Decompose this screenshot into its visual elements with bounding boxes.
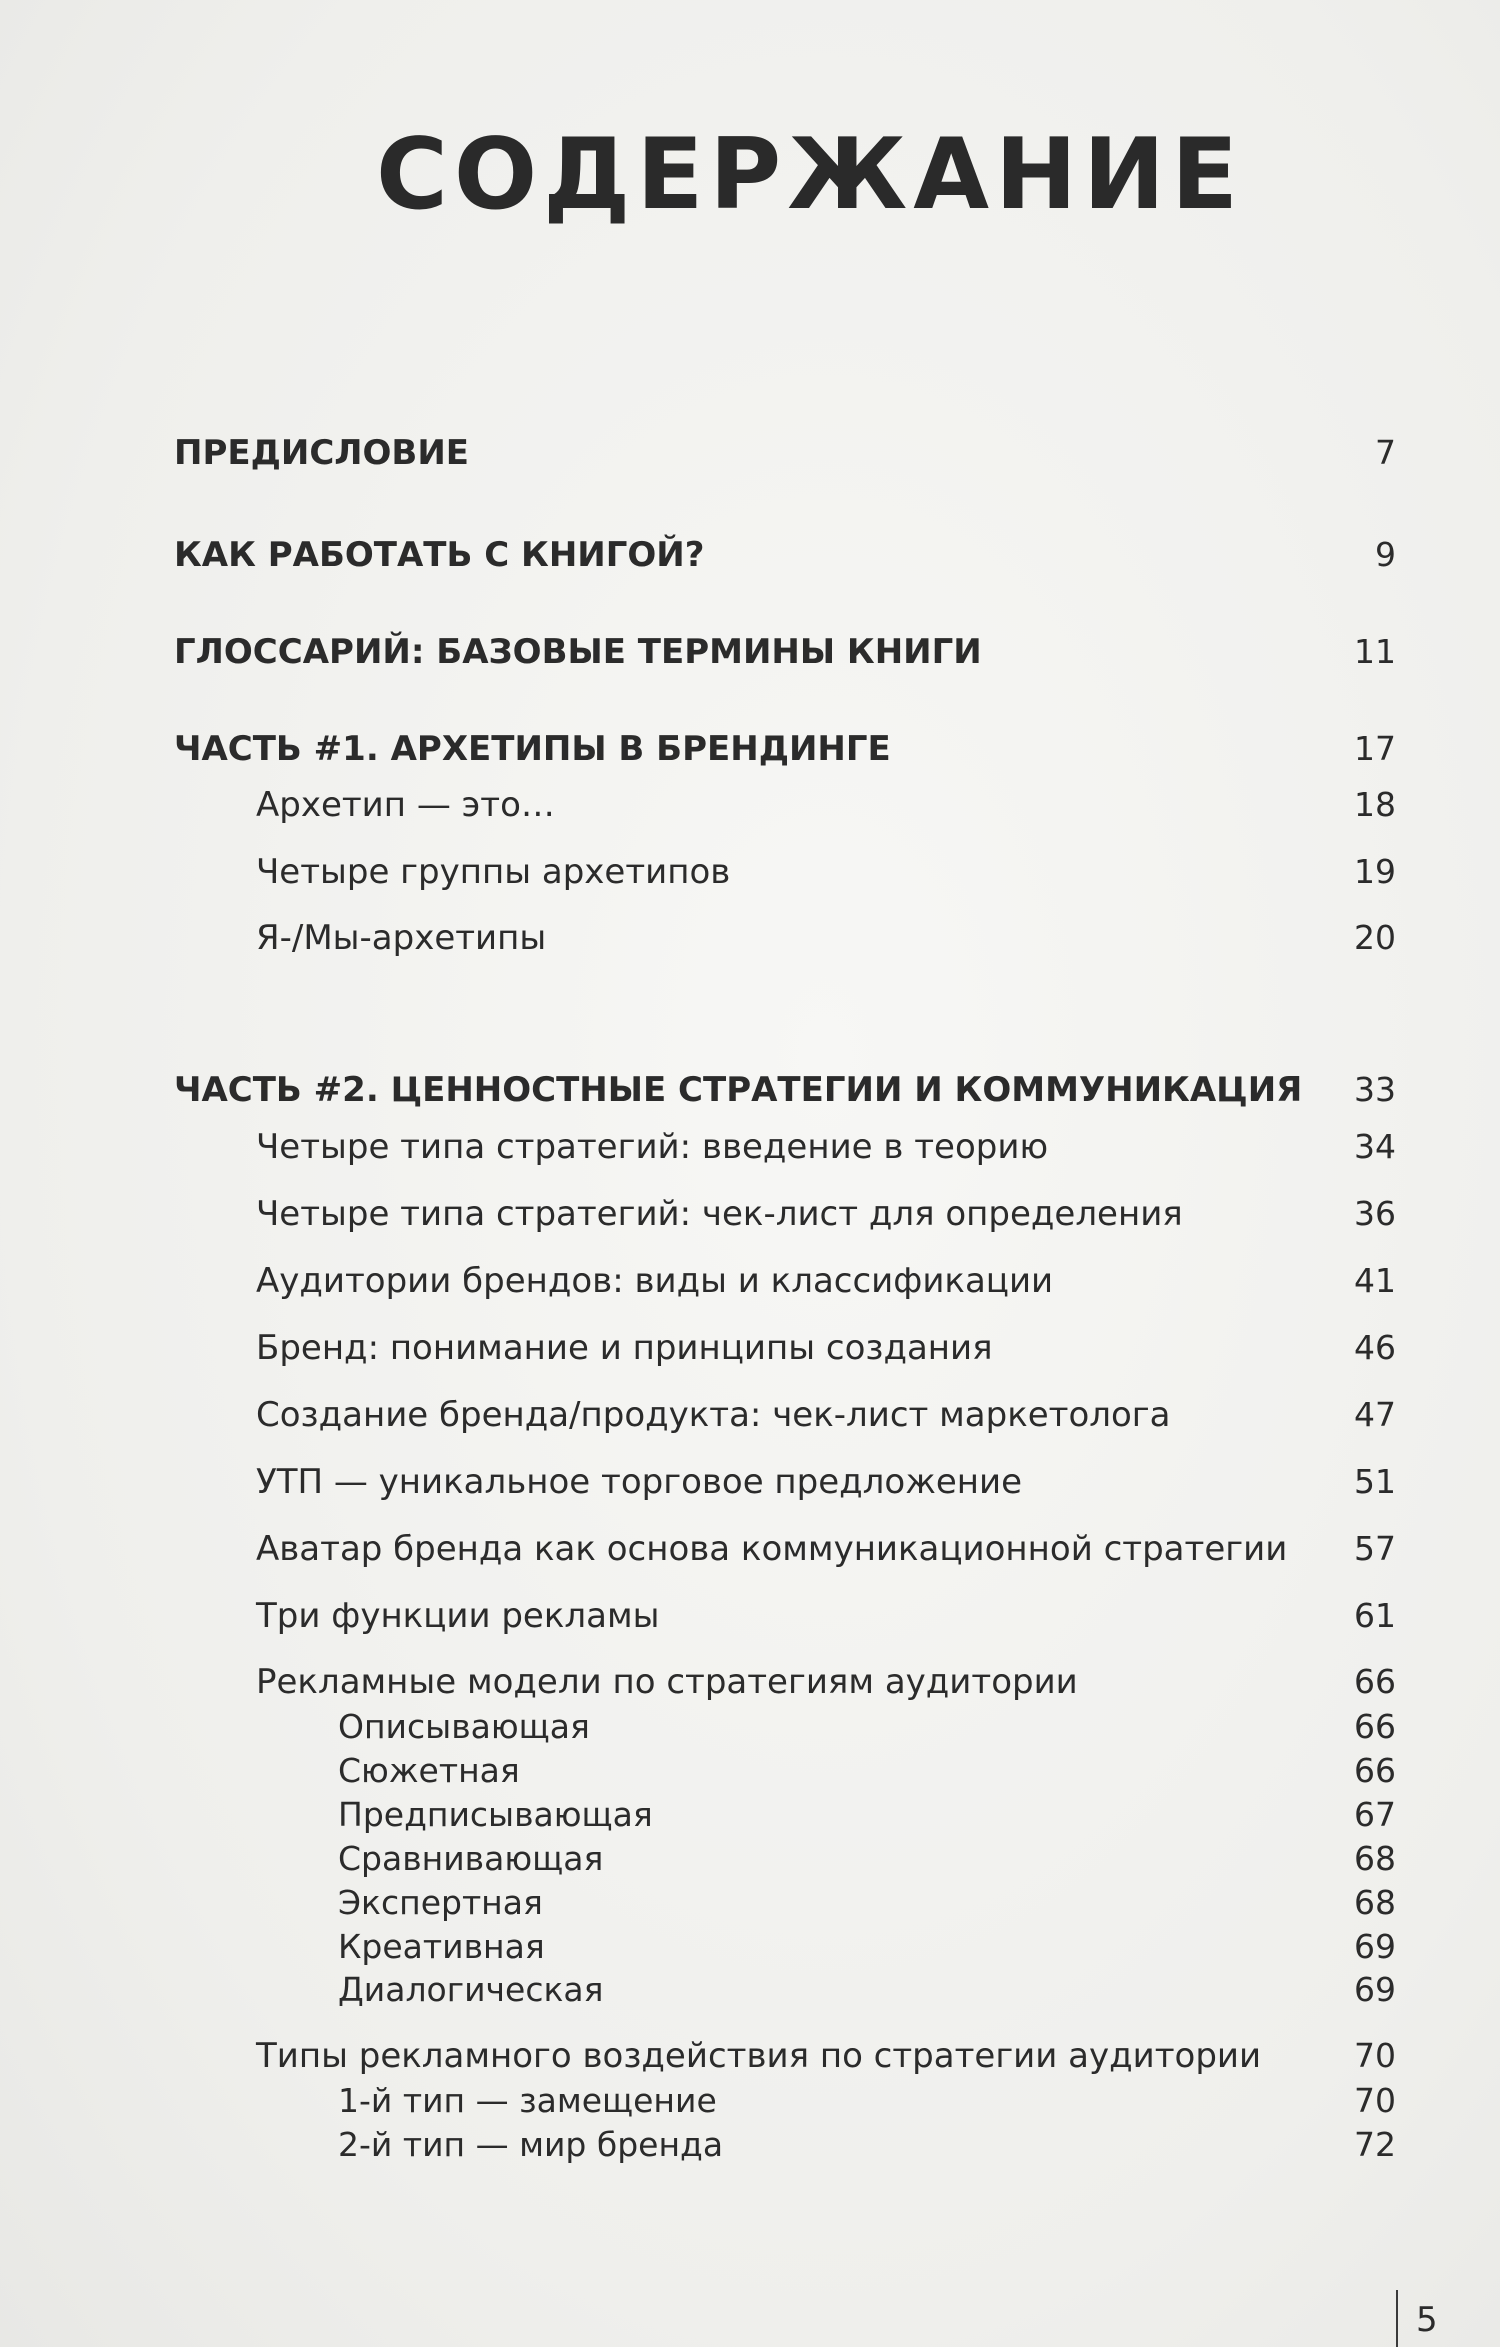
toc-entry [0,785,1500,835]
toc-entry-label: Бренд: понимание и принципы создания [256,1328,993,1368]
toc-entry-label: Аватар бренда как основа коммуникационной стратегии [256,1529,1288,1569]
toc-entry-page: 68 [1354,1883,1396,1922]
toc-entry-page: 72 [1354,2125,1396,2164]
toc-entry-sub [0,1883,1500,1933]
toc-entry [0,1596,1500,1646]
toc-entry-page: 70 [1354,2036,1396,2075]
toc-entry-label: Аудитории брендов: виды и классификации [256,1261,1054,1301]
toc-entry-sub [0,1839,1500,1889]
toc-entry [0,2036,1500,2086]
toc-entry-page: 41 [1354,1261,1396,1300]
toc-entry-part-1 [0,729,1500,779]
toc-entry-page: 69 [1354,1927,1396,1966]
toc-entry-label: 2-й тип — мир бренда [338,2125,724,2164]
toc-entry-label: Предписывающая [338,1795,653,1834]
toc-entry-label: Типы рекламного воздействия по стратегии аудитории [256,2036,1262,2076]
toc-entry-label: Экспертная [338,1883,543,1922]
toc-entry [0,1529,1500,1579]
toc-entry-how-to-work [0,535,1500,585]
toc-entry-label: Сюжетная [338,1751,520,1790]
toc-entry-page: 66 [1354,1751,1396,1790]
toc-entry-page: 47 [1354,1395,1396,1434]
toc-entry [0,1462,1500,1512]
toc-entry-page: 57 [1354,1529,1396,1568]
toc-entry-page: 70 [1354,2081,1396,2120]
toc-entry-page: 67 [1354,1795,1396,1834]
toc-entry-label: ПРЕДИСЛОВИЕ [174,433,470,473]
toc-entry-sub [0,1970,1500,2020]
toc-entry-sub [0,1795,1500,1845]
toc-entry-label: Рекламные модели по стратегиям аудитории [256,1662,1078,1702]
toc-entry-sub [0,1707,1500,1757]
page-title: СОДЕРЖАНИЕ [375,118,1245,232]
toc-entry-page: 33 [1354,1070,1396,1109]
toc-entry-label: Диалогическая [338,1970,604,2009]
toc-entry [0,918,1500,968]
toc-entry-label: Архетип — это… [256,785,555,825]
toc-entry-label: КАК РАБОТАТЬ С КНИГОЙ? [174,535,705,575]
toc-entry-label: Сравнивающая [338,1839,604,1878]
toc-entry-page: 11 [1354,632,1396,671]
toc-entry-page: 69 [1354,1970,1396,2009]
toc-entry [0,852,1500,902]
toc-entry-label: 1-й тип — замещение [338,2081,717,2120]
toc-entry [0,1261,1500,1311]
toc-entry-page: 68 [1354,1839,1396,1878]
toc-entry-label: ЧАСТЬ #2. ЦЕННОСТНЫЕ СТРАТЕГИИ И КОММУНИКАЦИЯ [174,1070,1303,1110]
toc-entry-glossary [0,632,1500,682]
toc-entry-page: 66 [1354,1707,1396,1746]
toc-entry [0,1194,1500,1244]
toc-entry-sub [0,1751,1500,1801]
toc-entry-page: 51 [1354,1462,1396,1501]
toc-entry-page: 36 [1354,1194,1396,1233]
toc-entry-label: ГЛОССАРИЙ: БАЗОВЫЕ ТЕРМИНЫ КНИГИ [174,632,982,672]
toc-entry-page: 46 [1354,1328,1396,1367]
toc-entry-page: 20 [1354,918,1396,957]
page-number: 5 [1416,2300,1438,2340]
toc-entry-page: 34 [1354,1127,1396,1166]
toc-entry-sub [0,2081,1500,2131]
toc-entry-label: Четыре группы архетипов [256,852,731,892]
toc-entry-sub [0,2125,1500,2175]
toc-entry-label: Три функции рекламы [256,1596,660,1636]
folio-divider [1396,2290,1398,2347]
toc-entry-label: Я-/Мы-архетипы [256,918,547,958]
toc-entry-label: ЧАСТЬ #1. АРХЕТИПЫ В БРЕНДИНГЕ [174,729,891,769]
toc-entry-page: 19 [1354,852,1396,891]
toc-entry-page: 18 [1354,785,1396,824]
toc-entry-page: 61 [1354,1596,1396,1635]
toc-entry-page: 7 [1375,433,1396,472]
toc-entry-page: 17 [1354,729,1396,768]
toc-entry-page: 66 [1354,1662,1396,1701]
toc-entry [0,1127,1500,1177]
toc-entry [0,1395,1500,1445]
toc-entry-label: Создание бренда/продукта: чек-лист маркетолога [256,1395,1171,1435]
toc-entry-part-2 [0,1070,1500,1120]
toc-entry-label: Креативная [338,1927,545,1966]
toc-entry-preface [0,433,1500,483]
toc-entry [0,1328,1500,1378]
toc-entry-label: Четыре типа стратегий: введение в теорию [256,1127,1049,1167]
toc-entry-page: 9 [1375,535,1396,574]
toc-entry-label: Описывающая [338,1707,590,1746]
toc-entry [0,1662,1500,1712]
toc-entry-label: Четыре типа стратегий: чек-лист для определения [256,1194,1183,1234]
toc-entry-label: УТП — уникальное торговое предложение [256,1462,1022,1502]
